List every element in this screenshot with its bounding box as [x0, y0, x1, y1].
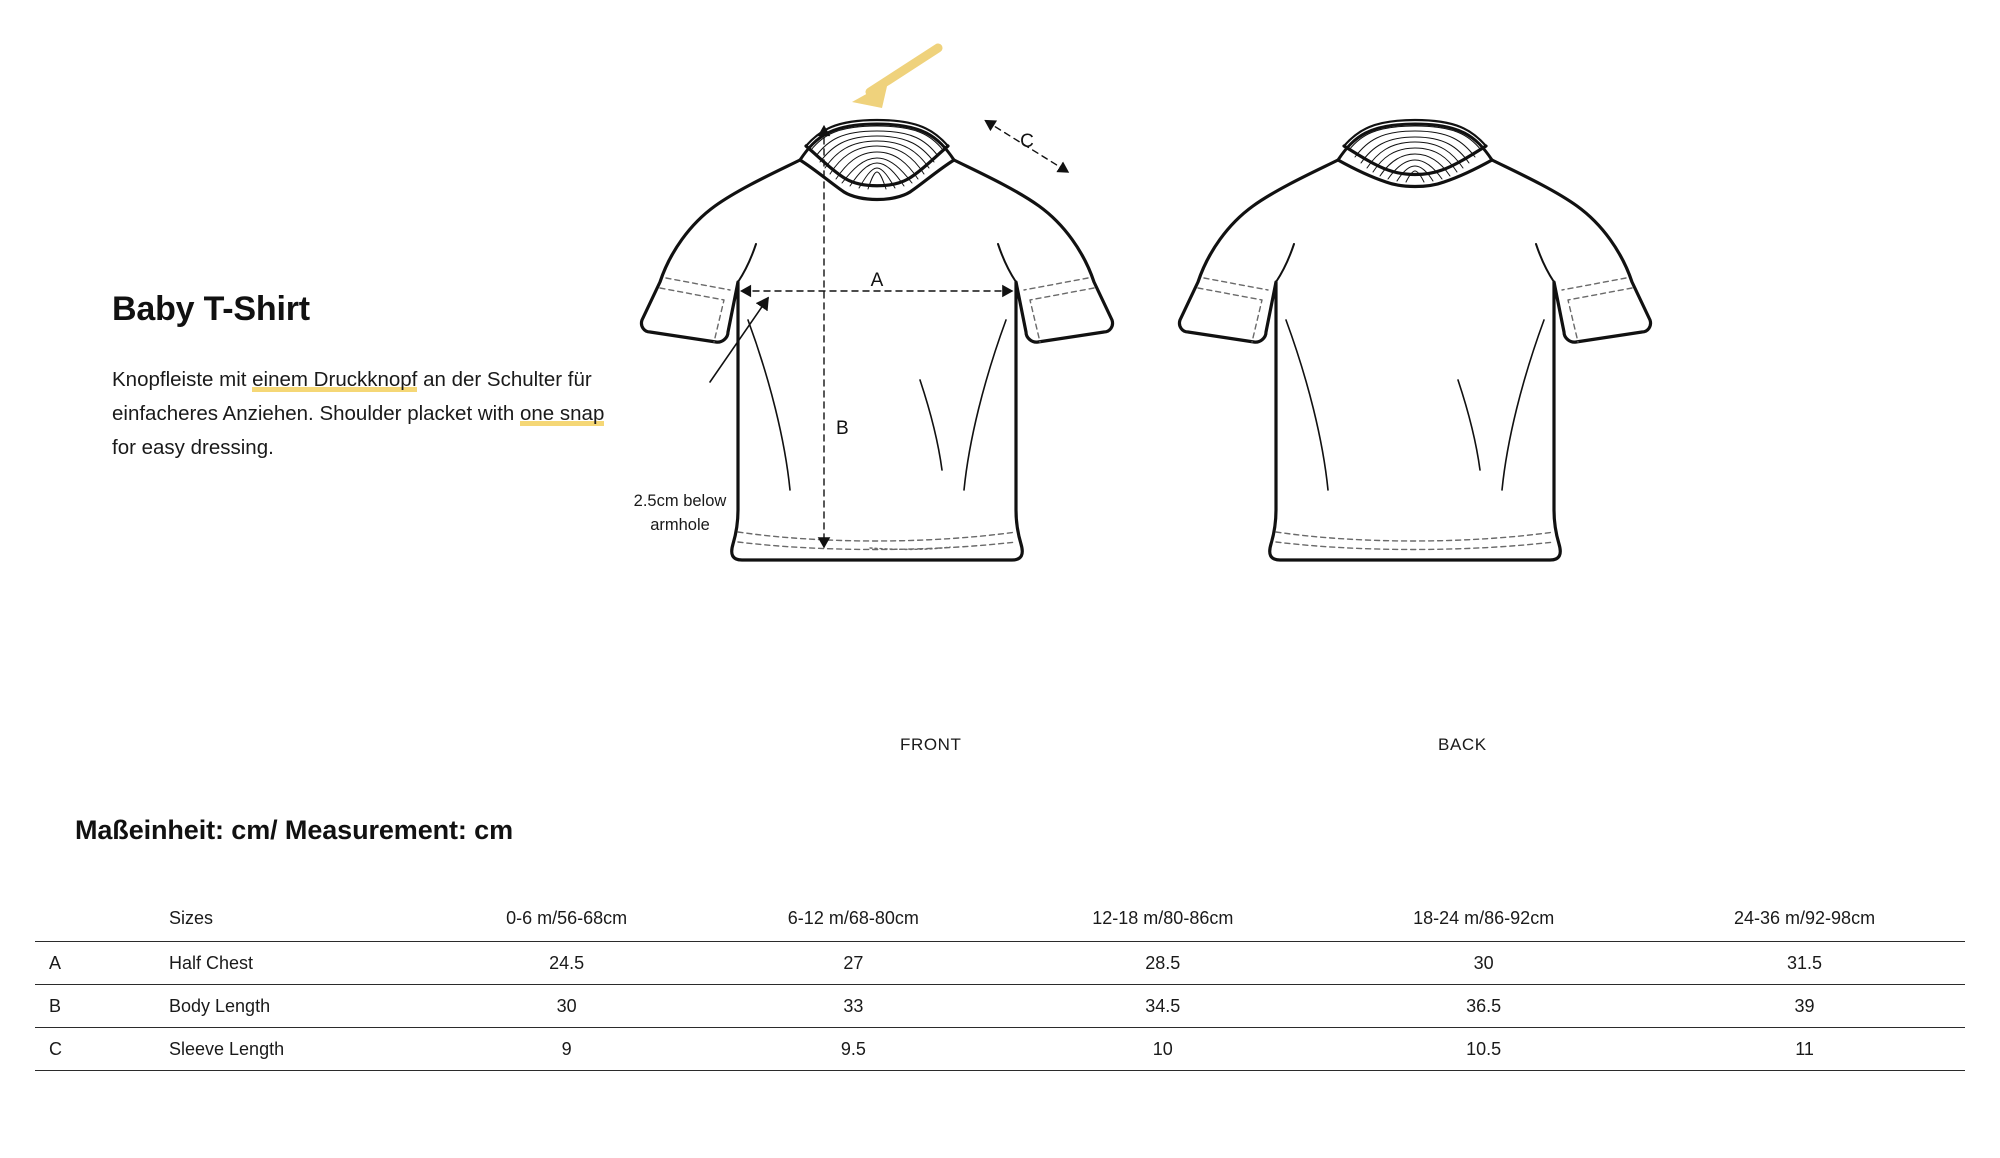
description-de-post: an der Schulter für einfacheres Anziehen.	[112, 368, 592, 425]
measure-a-line	[742, 270, 1012, 291]
description-en-post: for easy dressing.	[112, 435, 274, 459]
measure-c-line	[986, 121, 1068, 172]
header-size-6-12m: 6-12 m/68-80cm	[787, 907, 919, 928]
svg-text:A: A	[870, 270, 884, 291]
row-value: 30	[1473, 952, 1494, 973]
back-armhole-seam	[1276, 244, 1554, 282]
measure-b-line	[824, 127, 849, 547]
product-info-block	[112, 290, 632, 464]
row-code: C	[49, 1038, 62, 1059]
table-row	[35, 985, 1965, 1028]
front-view-caption: FRONT	[900, 735, 962, 754]
description-de-highlight: einem Druckknopf	[252, 368, 418, 391]
table-body	[35, 942, 1965, 1071]
row-value: 10	[1152, 1038, 1173, 1059]
row-label: Sleeve Length	[169, 1038, 285, 1059]
row-value: 39	[1794, 995, 1815, 1016]
description-en-highlight: one snap	[520, 401, 605, 425]
row-value: 28.5	[1145, 952, 1181, 973]
table-row	[35, 1028, 1965, 1071]
armhole-note	[600, 490, 760, 538]
row-value: 33	[843, 995, 864, 1016]
size-chart-table	[35, 895, 1965, 1071]
row-value: 27	[843, 952, 864, 973]
back-view-caption: BACK	[1438, 735, 1487, 754]
row-value: 24.5	[549, 952, 585, 973]
row-value: 36.5	[1466, 995, 1502, 1016]
description-de-pre: Knopfleiste mit	[112, 368, 253, 391]
drape-folds	[748, 320, 1006, 490]
header-code	[35, 895, 101, 942]
technical-drawing	[620, 20, 1940, 760]
measurement-heading: Maßeinheit: cm/ Measurement: cm	[75, 815, 514, 845]
table-header-row	[35, 895, 1965, 942]
page-title: Baby T-Shirt	[112, 290, 310, 328]
header-size-12-18m: 12-18 m/80-86cm	[1092, 907, 1234, 928]
description-en-pre: Shoulder placket with	[319, 401, 520, 425]
row-code: B	[49, 995, 62, 1016]
row-value: 10.5	[1466, 1038, 1502, 1059]
header-sizes: Sizes	[169, 907, 214, 928]
bottom-hem-stitch	[738, 532, 1016, 550]
row-value: 31.5	[1787, 952, 1823, 973]
row-value: 9	[561, 1038, 572, 1059]
row-value: 30	[556, 995, 577, 1016]
placket-callout-arrow	[852, 48, 938, 108]
svg-text:B: B	[836, 418, 849, 439]
armhole-note-line1: 2.5cm below	[633, 492, 727, 510]
neck-ribbing	[811, 126, 943, 189]
header-size-0-6m: 0-6 m/56-68cm	[506, 907, 628, 928]
table-row	[35, 942, 1965, 985]
row-label: Half Chest	[169, 952, 254, 973]
row-value: 34.5	[1145, 995, 1181, 1016]
back-drape-folds	[1286, 320, 1544, 490]
header-size-18-24m: 18-24 m/86-92cm	[1413, 907, 1555, 928]
table-header	[35, 895, 1965, 942]
back-bottom-hem-stitch	[1276, 532, 1554, 550]
armhole-note-line2: armhole	[650, 515, 710, 534]
back-tshirt-outline	[1179, 120, 1650, 560]
svg-text:C: C	[1020, 131, 1034, 152]
row-label: Body Length	[169, 995, 271, 1016]
row-code: A	[49, 952, 62, 973]
row-value: 9.5	[840, 1038, 866, 1059]
product-description	[112, 363, 632, 464]
back-sleeve-hem-stitch	[1198, 278, 1632, 342]
row-value: 11	[1795, 1038, 1814, 1059]
header-size-24-36m: 24-36 m/92-98cm	[1734, 907, 1876, 928]
